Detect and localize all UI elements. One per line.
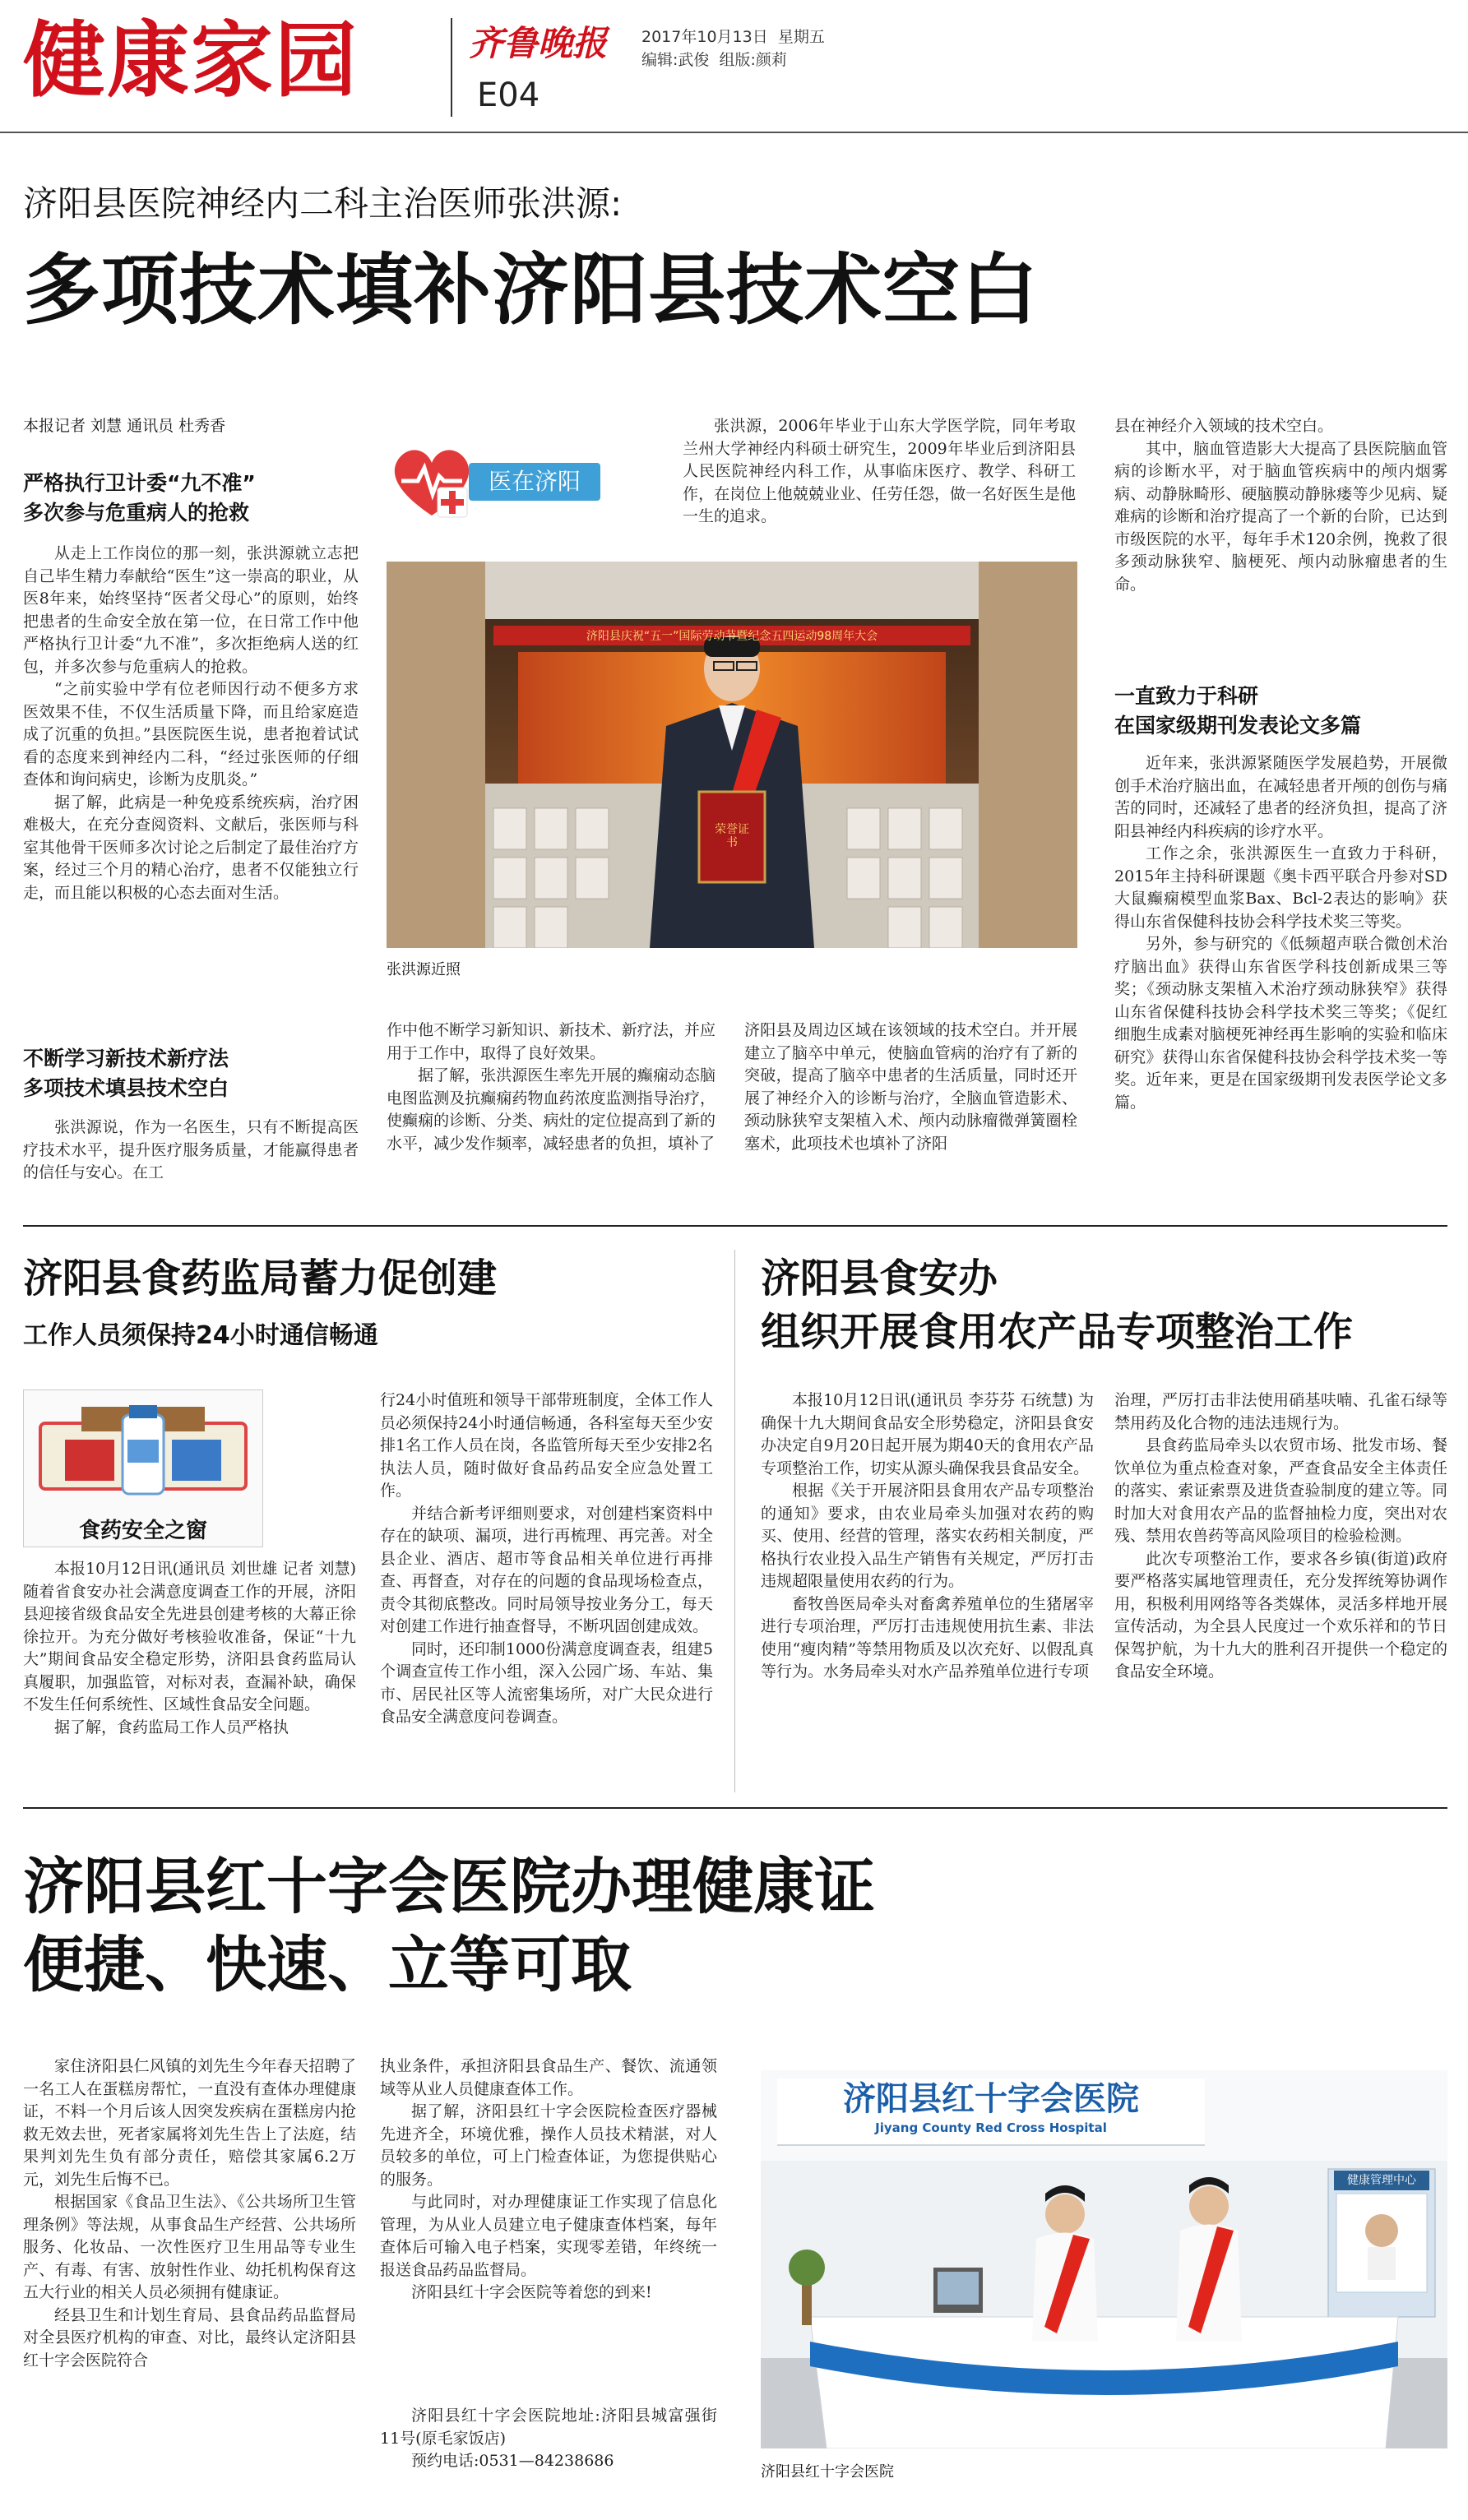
address-text: 济阳县红十字会医院地址:济阳县城富强街11号(原毛家饭店) bbox=[380, 2407, 717, 2448]
paragraph: 据了解，济阳县红十字会医院检查医疗器械先进齐全，环境优雅，操作人员技术精湛，对人员较多的单位，可上门检查体证，为您提供贴心的服务。 bbox=[380, 2102, 717, 2189]
logo-label: 医在济阳 bbox=[469, 463, 600, 501]
paragraph: 同时，还印制1000份满意度调查表，组建5个调查宣传工作小组，深入公园广场、车站、集市、居民社区等人流密集场所，对广大民众进行食品安全满意度问卷调查。 bbox=[380, 1639, 713, 1726]
article1-photo-caption: 张洪源近照 bbox=[387, 961, 461, 978]
weekday-text: 星期五 bbox=[777, 28, 825, 46]
article2-col1 bbox=[23, 1558, 356, 1788]
article1-sub1-line2: 多次参与危重病人的抢救 bbox=[23, 501, 250, 525]
article2-article3-divider bbox=[734, 1250, 735, 1792]
article1-sub3-line1: 一直致力于科研 bbox=[1114, 684, 1259, 708]
hospital-sign-en: Jiyang County Red Cross Hospital bbox=[875, 2120, 1107, 2135]
article2-col2 bbox=[380, 1389, 713, 1788]
article2-subhead: 工作人员须保持24小时通信畅通 bbox=[23, 1321, 378, 1350]
paragraph: 作中他不断学习新知识、新技术、新疗法，并应用于工作中，取得了良好效果。 bbox=[387, 1021, 715, 1062]
paragraph: 从走上工作岗位的那一刻，张洪源就立志把自己毕生精力奉献给“医生”这一崇高的职业，从医8年来，始终坚持“医者父母心”的原则，始终把患者的生命安全放在第一位，在日常工作中他严格执行卫计委“九不准”，多次拒绝病人送的红包，并多次参与危重病人的抢救。 bbox=[23, 544, 359, 676]
paragraph: 畜牧兽医局牵头对畜禽养殖单位的生猪屠宰进行专项治理，严厉打击违规使用抗生素、非法使用“瘦肉精”等禁用物质及以次充好、以假乱真等行为。水务局牵头对水产品养殖单位进行专项 bbox=[761, 1594, 1094, 1681]
article3-headline-line2: 组织开展食用农产品专项整治工作 bbox=[761, 1309, 1354, 1355]
paragraph: 其中，脑血管造影大大提高了县医院脑血管病的诊断水平，对于脑血管疾病中的颅内烟雾病、动静脉畸形、硬脑膜动静脉瘘等少见病、疑难病的诊断和治疗提高了一个新的台阶，已达到市级医院的水平，每年手术120余例，挽救了很多颈动脉狭窄、脑梗死、颅内动脉瘤患者的生命。 bbox=[1114, 439, 1447, 594]
article1-col2-bottom bbox=[387, 1020, 715, 1196]
article3-headline-line1: 济阳县食安办 bbox=[761, 1255, 998, 1302]
article1-col4 bbox=[1114, 415, 1447, 1200]
article1-col1 bbox=[23, 469, 359, 1028]
article4-photo bbox=[761, 2070, 1447, 2448]
article1-col4-top bbox=[1114, 415, 1447, 670]
food-safety-window-label: 食药安全之窗 bbox=[78, 1519, 207, 1543]
article1-intro bbox=[683, 415, 1076, 547]
article1-headline: 多项技术填补济阳县技术空白 bbox=[23, 246, 1040, 335]
paragraph: 家住济阳县仁风镇的刘先生今年春天招聘了一名工人在蛋糕房帮忙，一直没有查体办理健康证，不料一个月后该人因突发疾病在蛋糕房内抢救无效去世，死者家属将刘先生告上了法庭，结果判刘先生负有部分责任，赔偿其家属6.2万元，刘先生后悔不已。 bbox=[23, 2057, 356, 2189]
paragraph: 近年来，张洪源紧随医学发展趋势，开展微创手术治疗脑出血，在减轻患者开颅的创伤与痛苦的同时，还减轻了患者的经济负担，提高了济阳县神经内科疾病的诊疗水平。 bbox=[1114, 754, 1447, 840]
paragraph: 本报10月12日讯(通讯员 刘世雄 记者 刘慧) 随着省食安办社会满意度调查工作的开展，济阳县迎接省级食品安全先进县创建考核的大幕正徐徐拉开。为充分做好考核验收准备，保证“十九大”期间食品安全稳定形势，济阳县食药监局认真履职，加强监管，对标对表，查漏补缺，确保不发生任何系统性、区域性食品安全问题。 bbox=[23, 1560, 356, 1713]
article4-col1 bbox=[23, 2055, 356, 2508]
paragraph: 根据《关于开展济阳县食用农产品专项整治的通知》要求，由农业局牵头加强对农药的购买、使用、经营的管理，落实农药相关制度，严格执行农业投入品生产销售有关规定，严厉打击违规超限量使用农药的行为。 bbox=[761, 1482, 1094, 1590]
article1-col1-lower bbox=[23, 1044, 359, 1184]
intro-paragraph: 张洪源，2006年毕业于山东大学医学院，同年考取兰州大学神经内科硕士研究生，2009年毕业后到济阳县人民医院神经内科工作，从事临床医疗、教学、科研工作，在岗位上他兢兢业业、任劳任怨，做一名好医生是他一生的追求。 bbox=[683, 417, 1076, 525]
yi-zai-jiyang-logo bbox=[387, 440, 658, 522]
article1-photo bbox=[387, 562, 1077, 948]
masthead-rule bbox=[0, 132, 1468, 133]
article4-headline-line2: 便捷、快速、立等可取 bbox=[23, 1930, 632, 2000]
article1-col1-text bbox=[23, 543, 359, 1003]
page-code: E04 bbox=[477, 76, 540, 114]
article1-sub1-line1: 严格执行卫计委“九不准” bbox=[23, 471, 256, 495]
article3-col2 bbox=[1114, 1389, 1447, 1788]
hospital-sign-cn: 济阳县红十字会医院 bbox=[843, 2079, 1139, 2118]
paragraph: 工作之余，张洪源医生一直致力于科研，2015年主持科研课题《奥卡西平联合丹参对SD大鼠癫痫模型血浆Bax、Bcl-2表达的影响》获得山东省保健科技协会科学技术奖三等奖。 bbox=[1114, 844, 1447, 931]
paragraph: 根据国家《食品卫生法》、《公共场所卫生管理条例》等法规，从事食品生产经营、公共场所服务、化妆品、一次性医疗卫生用品等专业生产、有毒、有害、放射性作业、幼托机构保育这五大行业的相关人员必须拥有健康证。 bbox=[23, 2193, 356, 2301]
masthead bbox=[0, 0, 1468, 132]
paragraph: 据了解，此病是一种免疫系统疾病，治疗困难极大，在充分查阅资料、文献后，张医师与科室其他骨干医师多次讨论之后制定了最佳治疗方案，经过三个月的精心治疗，患者不仅能独立行走，而且能以积极的心态去面对生活。 bbox=[23, 793, 359, 902]
masthead-divider bbox=[451, 18, 452, 117]
health-center-screen-label: 健康管理中心 bbox=[1334, 2171, 1429, 2190]
auditorium-photo bbox=[387, 562, 1077, 948]
article1-col3-bottom bbox=[744, 1020, 1077, 1196]
photo-banner-text: 济阳县庆祝“五一”国际劳动节暨纪念五四运动98周年大会 bbox=[586, 630, 878, 643]
editor-credits bbox=[641, 48, 787, 70]
paragraph: 县在神经介入领域的技术空白。 bbox=[1114, 417, 1334, 435]
article4-contact bbox=[380, 2405, 717, 2504]
paragraph: 张洪源说，作为一名医生，只有不断提高医疗技术水平，提升医疗服务质量，才能赢得患者的信任与安心。在工 bbox=[23, 1118, 359, 1181]
paragraph: “之前实验中学有位老师因行动不便多方求医效果不佳，不仅生活质量下降，而且给家庭造成了沉重的负担。”县医院医生说，患者抱着试试看的态度来到神经内二科，“经过张医师的仔细查体和询问病史，诊断为皮肌炎。” bbox=[23, 680, 359, 788]
paragraph: 据了解，食药监局工作人员严格执 bbox=[54, 1718, 289, 1736]
article1-col4-text bbox=[1114, 752, 1447, 1196]
paragraph: 此次专项整治工作，要求各乡镇(街道)政府要严格落实属地管理责任，充分发挥统筹协调作用，积极利用网络等各类媒体，灵活多样地开展宣传活动，为全县人民度过一个欢乐祥和的节日保驾护航，为十九大的胜利召开提供一个稳定的食品安全环境。 bbox=[1114, 1549, 1447, 1681]
article1-sub2-line2: 多项技术填县技术空白 bbox=[23, 1076, 229, 1100]
article1-sub3-line2: 在国家级期刊发表论文多篇 bbox=[1114, 714, 1362, 738]
article1-col1-tail bbox=[23, 1117, 359, 1184]
food-safety-window-icon bbox=[23, 1389, 263, 1547]
phone-text: 预约电话:0531—84238686 bbox=[411, 2452, 614, 2470]
certificate-text: 荣誉证书 bbox=[715, 823, 749, 849]
article3-col1 bbox=[761, 1389, 1094, 1788]
article4-headline-line1: 济阳县红十字会医院办理健康证 bbox=[23, 1852, 875, 1922]
editor-text: 编辑:武俊 bbox=[641, 51, 710, 69]
article1-sub2-line1: 不断学习新技术新疗法 bbox=[23, 1047, 229, 1070]
paragraph: 并结合新考评细则要求，对创建档案资料中存在的缺项、漏项，进行再梳理、再完善。对全县企业、酒店、超市等食品相关单位进行再排查、再督查，对存在的问题的食品现场检查点，责令其彻底整改。同时局领导按业务分工，每天对创建工作进行抽查督导，不断巩固创建成效。 bbox=[380, 1504, 713, 1635]
paragraph: 县食药监局牵头以农贸市场、批发市场、餐饮单位为重点检查对象，严查食品安全主体责任的落实、索证索票及进货查验制度的建立等。同时加大对食用农产品的监督抽检力度，突出对农残、禁用农兽药等高风险项目的检验检测。 bbox=[1114, 1436, 1447, 1545]
paragraph: 本报10月12日讯(通讯员 李芬芬 石统慧) 为确保十九大期间食品安全形势稳定，济阳县食安办决定自9月20日起开展为期40天的食用农产品专项整治工作，切实从源头确保我县食品安全。 bbox=[761, 1391, 1094, 1477]
heart-cross-icon bbox=[387, 440, 477, 522]
paper-name-logo: 齐鲁晚报 bbox=[469, 23, 608, 63]
article2-headline: 济阳县食药监局蓄力促创建 bbox=[23, 1255, 498, 1302]
section-title: 健康家园 bbox=[23, 12, 359, 109]
paragraph: 济阳县及周边区域在该领域的技术空白。并开展建立了脑卒中单元，使脑血管病的治疗有了新的突破，提高了脑卒中患者的生活质量，同时还开展了神经介入的诊断与治疗，全脑血管造影术、颈动脉狭窄支架植入术、颅内动脉瘤微弹簧圈栓塞术，此项技术也填补了济阳 bbox=[744, 1021, 1077, 1153]
designer-text: 组版:颜莉 bbox=[719, 51, 787, 69]
hospital-sign bbox=[777, 2078, 1205, 2146]
article1-byline: 本报记者 刘慧 通讯员 杜秀香 bbox=[23, 417, 226, 435]
paragraph: 济阳县红十字会医院等着您的到来! bbox=[411, 2283, 652, 2301]
date-text: 2017年10月13日 bbox=[641, 28, 768, 46]
paragraph: 另外，参与研究的《低频超声联合微创术治疗脑出血》获得山东省医学科技创新成果三等奖；《颈动脉支架植入术治疗颈动脉狭窄》获得山东省保健科技协会科学技术奖三等奖；《促红细胞生成素对脑梗死神经再生影响的实验和临床研究》获得山东省保健科技协会科学技术奖一等奖。近年来，更是在国家级期刊发表医学论文多篇。 bbox=[1114, 935, 1447, 1112]
paragraph: 据了解，张洪源医生率先开展的癫痫动态脑电图监测及抗癫痫药物血药浓度监测指导治疗，使癫痫的诊断、分类、病灶的定位提高到了新的水平，减少发作频率，减轻患者的负担，填补了 bbox=[387, 1066, 715, 1153]
article1-bottom-rule bbox=[23, 1225, 1447, 1227]
paragraph: 经县卫生和计划生育局、县食品药品监督局对全县医疗机构的审查、对比，最终认定济阳县红十字会医院符合 bbox=[23, 2305, 356, 2370]
issue-date bbox=[641, 25, 825, 47]
article4-photo-caption: 济阳县红十字会医院 bbox=[761, 2463, 894, 2481]
article4-col2 bbox=[380, 2055, 717, 2401]
food-safety-illustration bbox=[24, 1390, 262, 1514]
paragraph: 治理，严厉打击非法使用硝基呋喃、孔雀石绿等禁用药及化合物的违法违规行为。 bbox=[1114, 1391, 1447, 1432]
article23-bottom-rule bbox=[23, 1807, 1447, 1809]
paragraph: 与此同时，对办理健康证工作实现了信息化管理，为从业人员建立电子健康查体档案，每年查体后可输入电子档案，实现零差错，年终统一报送食品药品监督局。 bbox=[380, 2193, 717, 2279]
article1-kicker: 济阳县医院神经内二科主治医师张洪源: bbox=[23, 183, 623, 224]
paragraph: 行24小时值班和领导干部带班制度，全体工作人员必须保持24小时通信畅通，各科室每天至少安排1名工作人员在岗，各监管所每天至少安排2名执法人员，随时做好食品药品安全应急处置工作。 bbox=[380, 1391, 713, 1500]
paragraph: 执业条件，承担济阳县食品生产、餐饮、流通领域等从业人员健康查体工作。 bbox=[380, 2057, 717, 2098]
